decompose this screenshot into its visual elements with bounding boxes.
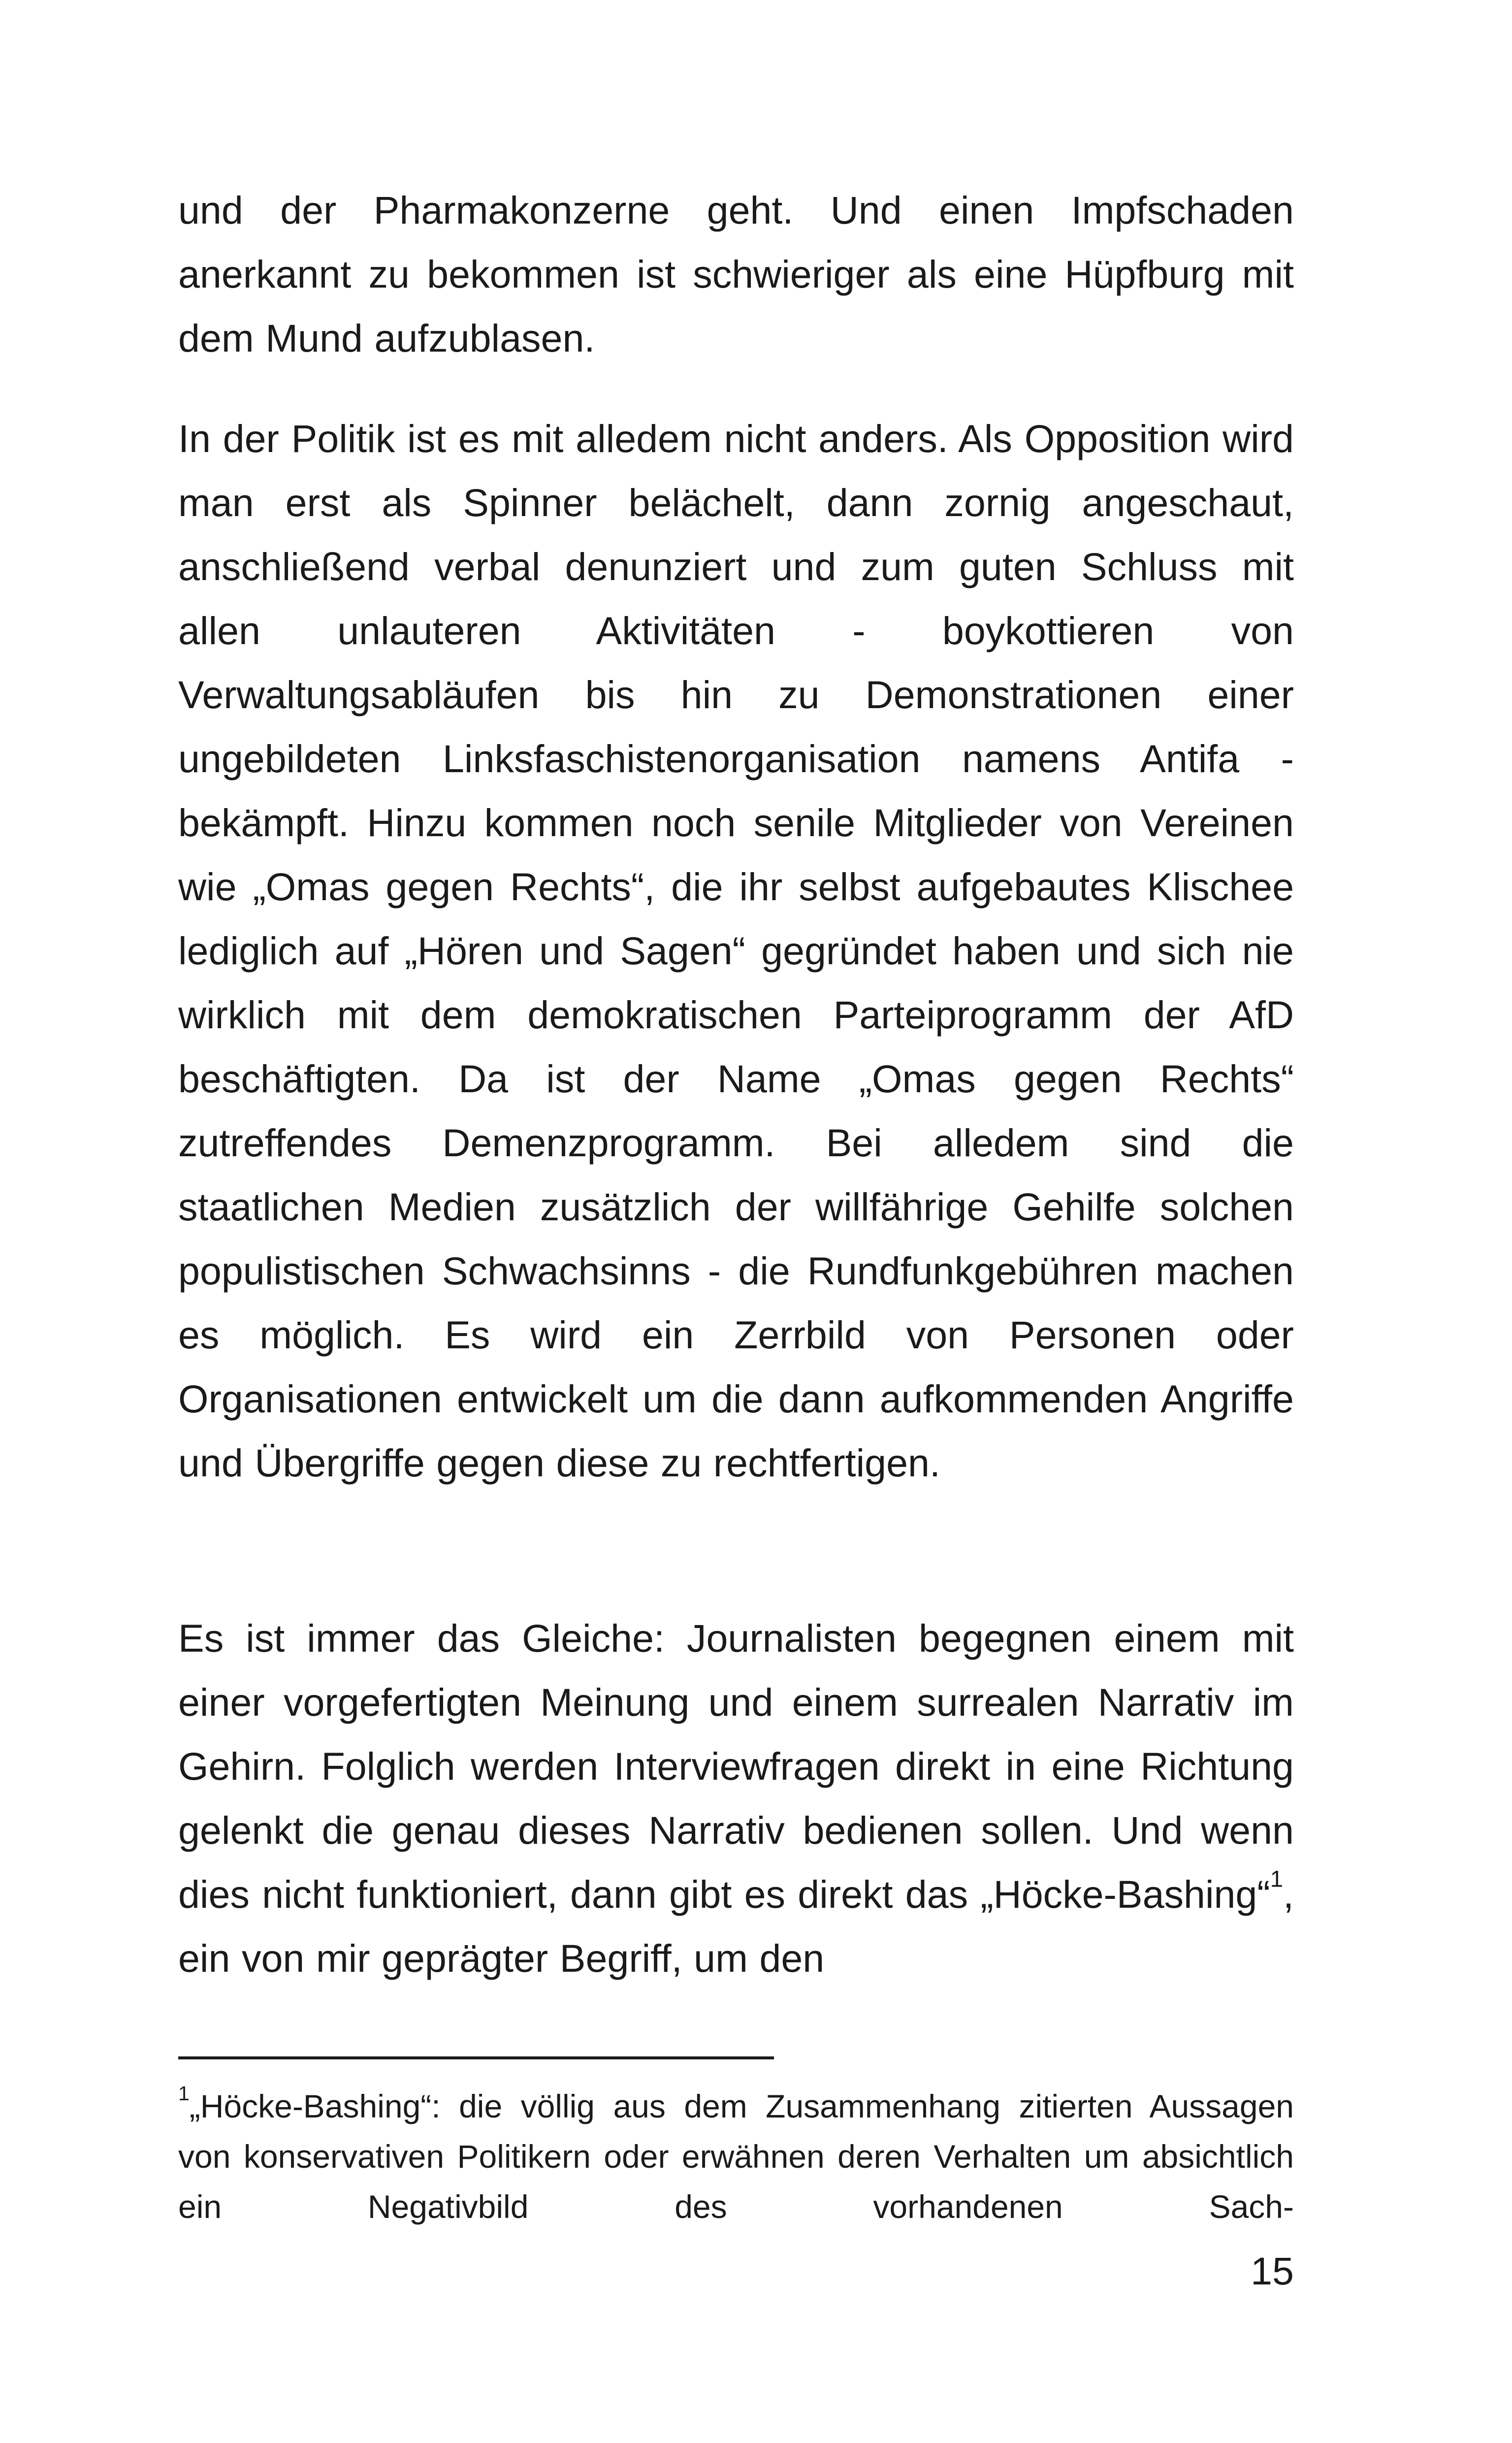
body-paragraph-3 — [178, 1606, 1294, 1990]
footnote — [178, 2081, 1294, 2232]
footnote-text: „Höcke-Bashing“: die völlig aus dem Zusammenhang zitierten Aussagen von konservativen Politikern oder erwähnen deren Verhalten um absichtlich ein Negativbild des vorhandenen Sach- — [178, 2088, 1294, 2225]
paragraph-text-before-marker: Es ist immer das Gleiche: Journalisten begegnen einem mit einer vorgefertigten Meinung und einem surrealen Narrativ im Gehirn. Folglich werden Interviewfragen direkt in eine Richtung gelenkt die genau dieses Narrativ bedienen sollen. Und wenn dies nicht funktioniert, dann gibt es direkt das „Höcke-Bashing“ — [178, 1616, 1294, 1916]
paragraph-text-after-marker: , ein von mir geprägter Begriff, um den — [178, 1872, 1294, 1980]
footnote-reference-marker[interactable]: 1 — [1270, 1866, 1284, 1892]
footnote-separator — [178, 2056, 774, 2059]
paragraph-text — [178, 1606, 1294, 1990]
body-paragraph-1 — [178, 178, 1294, 370]
footnote-number: 1 — [178, 2082, 190, 2105]
paragraph-text: In der Politik ist es mit alledem nicht anders. Als Opposition wird man erst als Spinner belächelt, dann zornig angeschaut, anschließend verbal denunziert und zum guten Schluss mit allen unlauteren Aktivitäten - boykottieren von Verwaltungsabläufen bis hin zu Demonstrationen einer ungebildeten Linksfaschistenorganisation namens Antifa - bekämpft. Hinzu kommen noch senile Mitglieder von Vereinen wie „Omas gegen Rechts“, die ihr selbst aufgebautes Klischee lediglich auf „Hören und Sagen“ gegründet haben und sich nie wirklich mit dem demokratischen Parteiprogramm der AfD beschäftigten. Da ist der Name „Omas gegen Rechts“ zutreffendes Demenzprogramm. Bei alledem sind die staatlichen Medien zusätzlich der willfährige Gehilfe solchen populistischen Schwachsinns - die Rundfunkgebühren machen es möglich. Es wird ein Zerrbild von Personen oder Organisationen entwickelt um die dann aufkommenden Angriffe und Übergriffe gegen diese zu rechtfertigen. — [178, 417, 1294, 1485]
body-paragraph-2 — [178, 407, 1294, 1495]
paragraph-text: und der Pharmakonzerne geht. Und einen Impfschaden anerkannt zu bekommen ist schwieriger als eine Hüpfburg mit dem Mund aufzublasen. — [178, 188, 1294, 360]
page-number: 15 — [1251, 2249, 1294, 2293]
